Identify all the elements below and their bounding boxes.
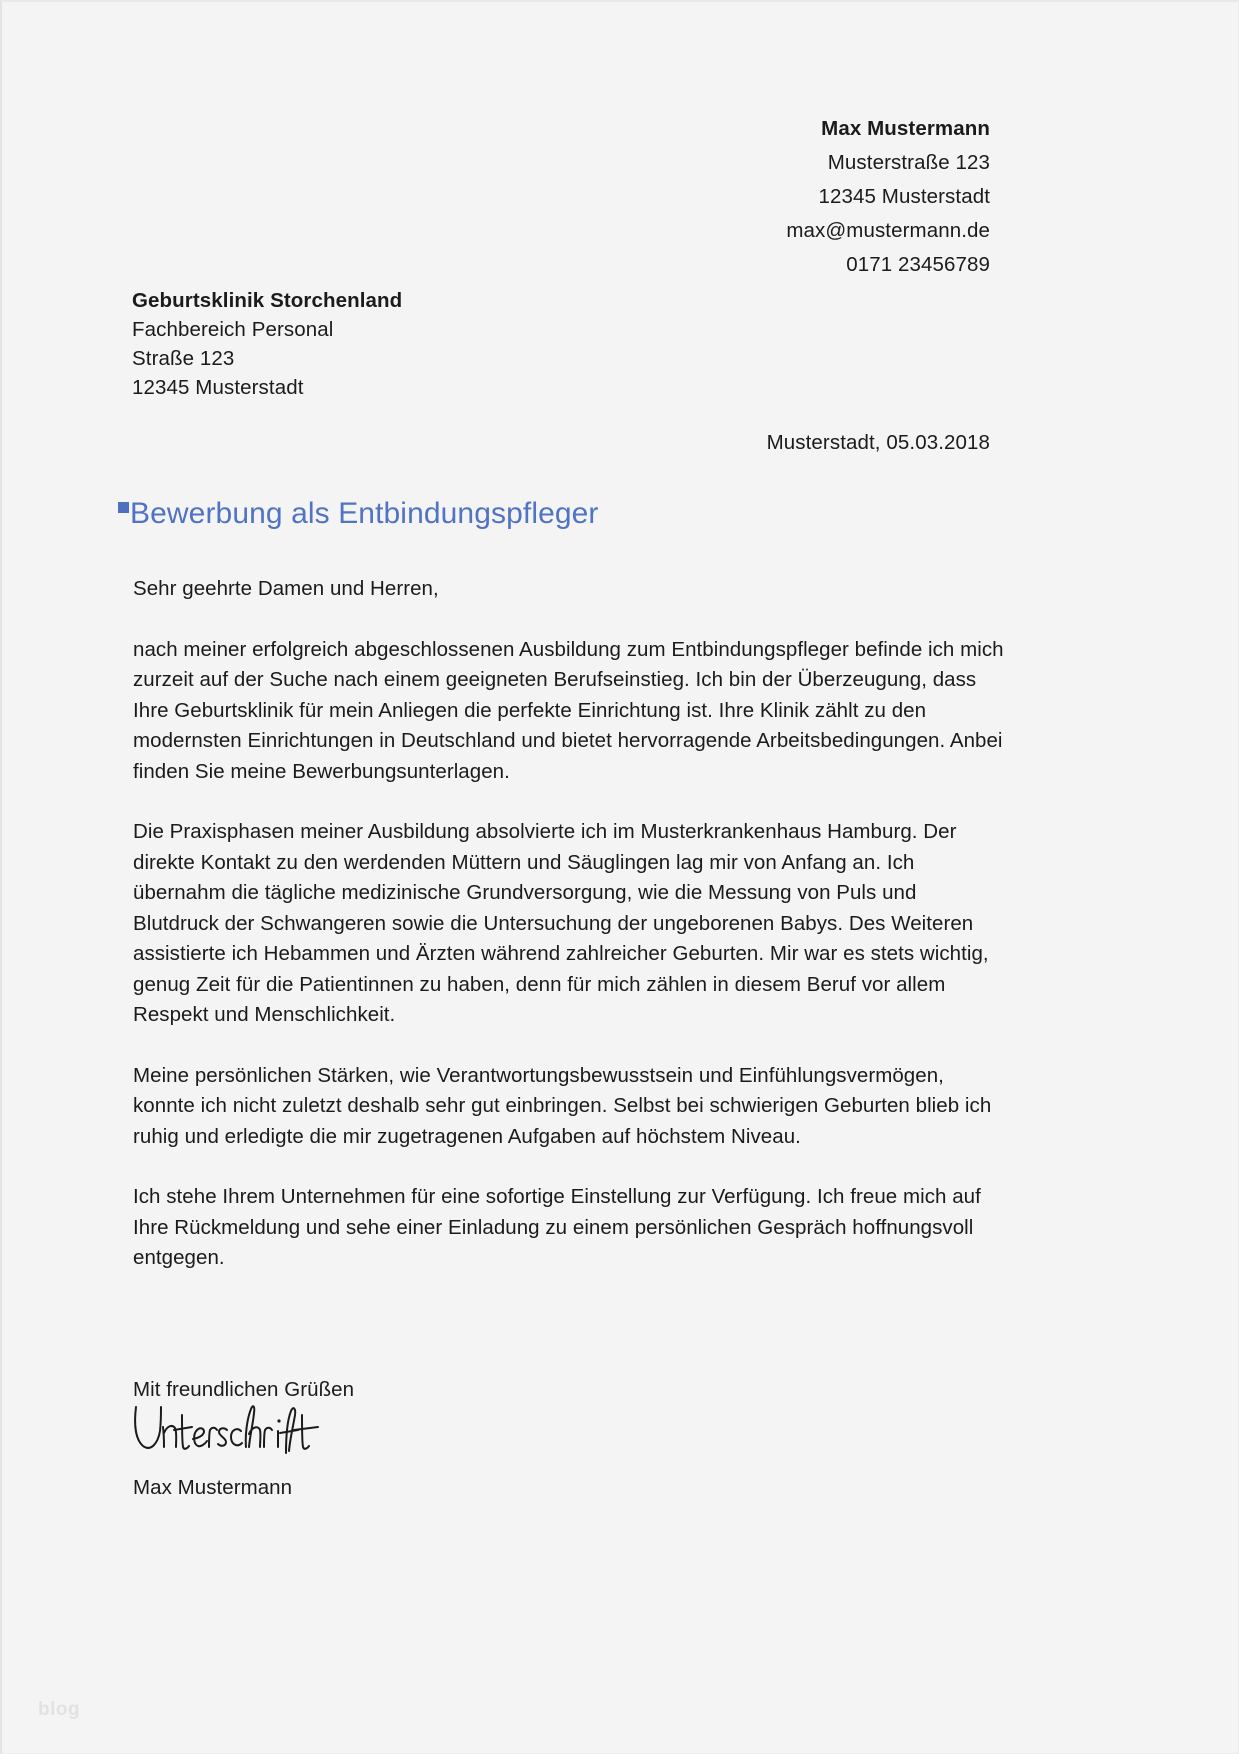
recipient-city: 12345 Musterstadt bbox=[132, 376, 304, 399]
sender-email: max@mustermann.de bbox=[786, 219, 990, 242]
subject-heading-text: Bewerbung als Entbindungspfleger bbox=[130, 497, 599, 530]
subject-heading bbox=[118, 495, 599, 533]
handwritten-signature bbox=[130, 1397, 330, 1467]
recipient-street: Straße 123 bbox=[132, 347, 235, 370]
recipient-department: Fachbereich Personal bbox=[132, 318, 334, 341]
sender-phone: 0171 23456789 bbox=[846, 253, 990, 276]
letter-body bbox=[133, 574, 1005, 1304]
body-paragraph-2: Die Praxisphasen meiner Ausbildung absolvierte ich im Musterkrankenhaus Hamburg. Der direkte Kontakt zu den werdenden Müttern und Säuglingen lag mir von Anfang an. Ich übernahm die tägliche medizinische Grundversorgung, wie die Messung von Puls und Blutdruck der Schwangeren sowie die Untersuchung der ungeborenen Babys. Des Weiteren assistierte ich Hebammen und Ärzten während zahlreicher Geburten. Mir war es stets wichtig, genug Zeit für die Patientinnen zu haben, denn für mich zählen in diesem Beruf vor allem Respekt und Menschlichkeit. bbox=[133, 820, 989, 1026]
sender-address-block bbox=[786, 112, 990, 282]
body-paragraph-1: nach meiner erfolgreich abgeschlossenen Ausbildung zum Entbindungspfleger befinde ich mich zurzeit auf der Suche nach einem geeigneten Berufseinstieg. Ich bin der Überzeugung, dass Ihre Geburtsklinik für mein Anliegen die perfekte Einrichtung ist. Ihre Klinik zählt zu den modernsten Einrichtungen in Deutschland und bietet hervorragende Arbeitsbedingungen. Anbei finden Sie meine Bewerbungsunterlagen. bbox=[133, 637, 1004, 783]
watermark: blog bbox=[38, 1699, 81, 1720]
sender-street: Musterstraße 123 bbox=[827, 151, 990, 174]
recipient-address-block bbox=[132, 286, 402, 402]
valediction: Mit freundlichen Grüßen bbox=[133, 1378, 355, 1401]
recipient-organization: Geburtsklinik Storchenland bbox=[132, 289, 403, 312]
square-bullet-icon bbox=[118, 502, 129, 513]
body-paragraph-4: Ich stehe Ihrem Unternehmen für eine sofortige Einstellung zur Verfügung. Ich freue mich auf Ihre Rückmeldung und sehe einer Einladung zu einem persönlichen Gespräch hoffnungsvoll entgegen. bbox=[133, 1185, 981, 1269]
dateline: Musterstadt, 05.03.2018 bbox=[766, 431, 990, 454]
body-paragraph-3: Meine persönlichen Stärken, wie Verantwortungsbewusstsein und Einfühlungsvermögen, konnte ich nicht zuletzt deshalb sehr gut einbringen. Selbst bei schwierigen Geburten blieb ich ruhig und erledigte die mir zugetragenen Aufgaben auf höchstem Niveau. bbox=[133, 1063, 992, 1148]
signed-name: Max Mustermann bbox=[133, 1476, 293, 1499]
sender-name: Max Mustermann bbox=[821, 117, 990, 140]
sender-city: 12345 Musterstadt bbox=[818, 185, 990, 208]
salutation: Sehr geehrte Damen und Herren, bbox=[133, 577, 439, 600]
